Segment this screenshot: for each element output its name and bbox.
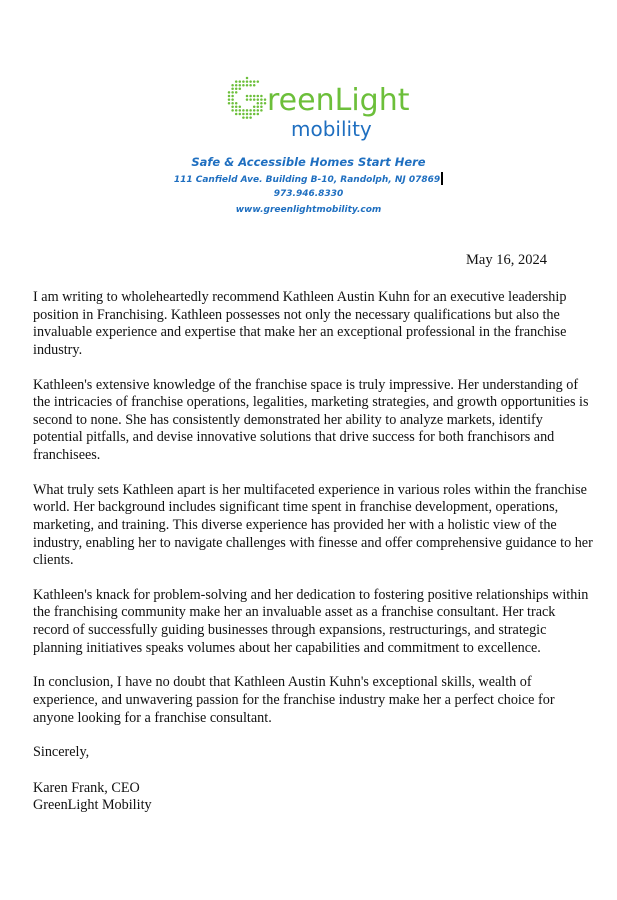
logo-dot	[249, 95, 252, 98]
logo-dot	[252, 95, 255, 98]
letter-paragraph-2: Kathleen's extensive knowledge of the franchise space is truly impressive. Her understanding of the intricacies of franchise operations, legalities, marketing strategies, and growth opportunities is second to none. She has consistently demonstrated her ability to analyze markets, identify potential pitfalls, and devise innovative solutions that drive success for both franchisors and franchisees.	[33, 376, 589, 463]
logo-dot	[260, 98, 263, 101]
logo-dot	[231, 91, 234, 94]
logo-dot	[260, 106, 263, 109]
logo-dot	[256, 102, 259, 105]
logo-dot	[242, 84, 245, 87]
logo-dot	[249, 80, 252, 83]
letter-date: May 16, 2024	[466, 252, 547, 268]
logo-dot	[252, 84, 255, 87]
logo-dot	[249, 116, 252, 119]
logo-dot	[252, 106, 255, 109]
logo-dot	[260, 109, 263, 112]
logo-dot	[238, 88, 241, 91]
logo-dot	[256, 98, 259, 101]
logo-dot	[252, 80, 255, 83]
logo-dot	[245, 84, 248, 87]
letterhead-website[interactable]: www.greenlightmobility.com	[235, 205, 382, 215]
logo-dot	[238, 109, 241, 112]
logo-dot	[234, 102, 237, 105]
logo-dot	[256, 80, 259, 83]
logo-dot	[252, 109, 255, 112]
logo-dot	[242, 116, 245, 119]
logo-dot	[238, 113, 241, 116]
letter-paragraph-3: What truly sets Kathleen apart is her multifaceted experience in various roles within the franchise world. Her background includes significant time spent in franchise development, operations, marketing, and training. This diverse experience has provided her with a holistic view of the industry, enabling her to navigate challenges with finesse and offer comprehensive guidance to her clients.	[33, 481, 593, 569]
logo-dot	[252, 98, 255, 101]
logo-dot	[245, 95, 248, 98]
greenlight-mobility-logo	[209, 70, 409, 150]
logo-dot	[234, 113, 237, 116]
logo-dot	[227, 91, 230, 94]
logo-dot	[263, 102, 266, 105]
logo-dot	[234, 91, 237, 94]
logo-dot	[231, 102, 234, 105]
logo-dot	[256, 109, 259, 112]
logo-wordmark-sub: mobility	[290, 117, 372, 141]
logo-dot	[256, 95, 259, 98]
letterhead-tagline: Safe & Accessible Homes Start Here	[191, 155, 426, 169]
logo-dot	[245, 116, 248, 119]
logo-dot	[256, 106, 259, 109]
logo-dot	[238, 106, 241, 109]
logo-dot	[242, 113, 245, 116]
logo-dot	[234, 88, 237, 91]
letter-paragraph-5: In conclusion, I have no doubt that Kathleen Austin Kuhn's exceptional skills, wealth of experience, and unwavering passion for the franchise industry make her a perfect choice for anyone looking for a franchise consultant.	[33, 674, 555, 726]
logo-dot	[231, 88, 234, 91]
logo-dot	[227, 95, 230, 98]
logo-dot	[234, 84, 237, 87]
letterhead-address: 111 Canfield Ave. Building B-10, Randolph, NJ 07869	[0, 172, 617, 185]
logo-dot	[231, 109, 234, 112]
logo-dot	[238, 80, 241, 83]
logo-dot	[249, 84, 252, 87]
logo-dot	[242, 80, 245, 83]
logo-wordmark-main: reenLight	[266, 83, 409, 118]
logo-dot	[252, 113, 255, 116]
logo-dot	[245, 113, 248, 116]
letterhead-phone: 973.946.8330	[273, 189, 344, 199]
letter-body	[33, 289, 593, 815]
signer-name: Karen Frank, CEO	[33, 779, 140, 796]
logo-dot	[234, 109, 237, 112]
logo-dot	[245, 77, 248, 80]
logo-dot	[234, 106, 237, 109]
letter-closing: Sincerely,	[33, 744, 90, 761]
logo-dot	[234, 80, 237, 83]
text-cursor	[441, 172, 443, 185]
logo-dot	[242, 109, 245, 112]
logo-dot	[249, 98, 252, 101]
logo-dot	[238, 84, 241, 87]
logo-dot	[260, 95, 263, 98]
logo-dot	[256, 113, 259, 116]
letterhead	[0, 70, 617, 150]
logo-dot	[227, 98, 230, 101]
logo-dot	[231, 84, 234, 87]
logo-dot	[231, 95, 234, 98]
logo-graphic	[209, 70, 409, 150]
logo-dot	[231, 98, 234, 101]
logo-dot	[245, 98, 248, 101]
letter-paragraph-4: Kathleen's knack for problem-solving and her dedication to fostering positive relationships within the franchising community make her an invaluable asset as a franchise consultant. Her track record of successfully guiding businesses through expansions, restructurings, and strategic planning initiatives speaks volumes about her capabilities and commitment to excellence.	[33, 586, 589, 656]
logo-dot	[231, 106, 234, 109]
logo-dot	[245, 80, 248, 83]
logo-dot	[249, 109, 252, 112]
logo-dot	[227, 102, 230, 105]
logo-dot	[249, 113, 252, 116]
logo-dot	[260, 102, 263, 105]
letter-paragraph-1: I am writing to wholeheartedly recommend Kathleen Austin Kuhn for an executive leadership position in Franchising. Kathleen possesses not only the necessary qualifications but also the invaluable experience and expertise that make her an exceptional professional in the franchise industry.	[33, 289, 567, 358]
signer-company: GreenLight Mobility	[33, 797, 152, 814]
logo-dot	[263, 98, 266, 101]
logo-dot	[245, 109, 248, 112]
